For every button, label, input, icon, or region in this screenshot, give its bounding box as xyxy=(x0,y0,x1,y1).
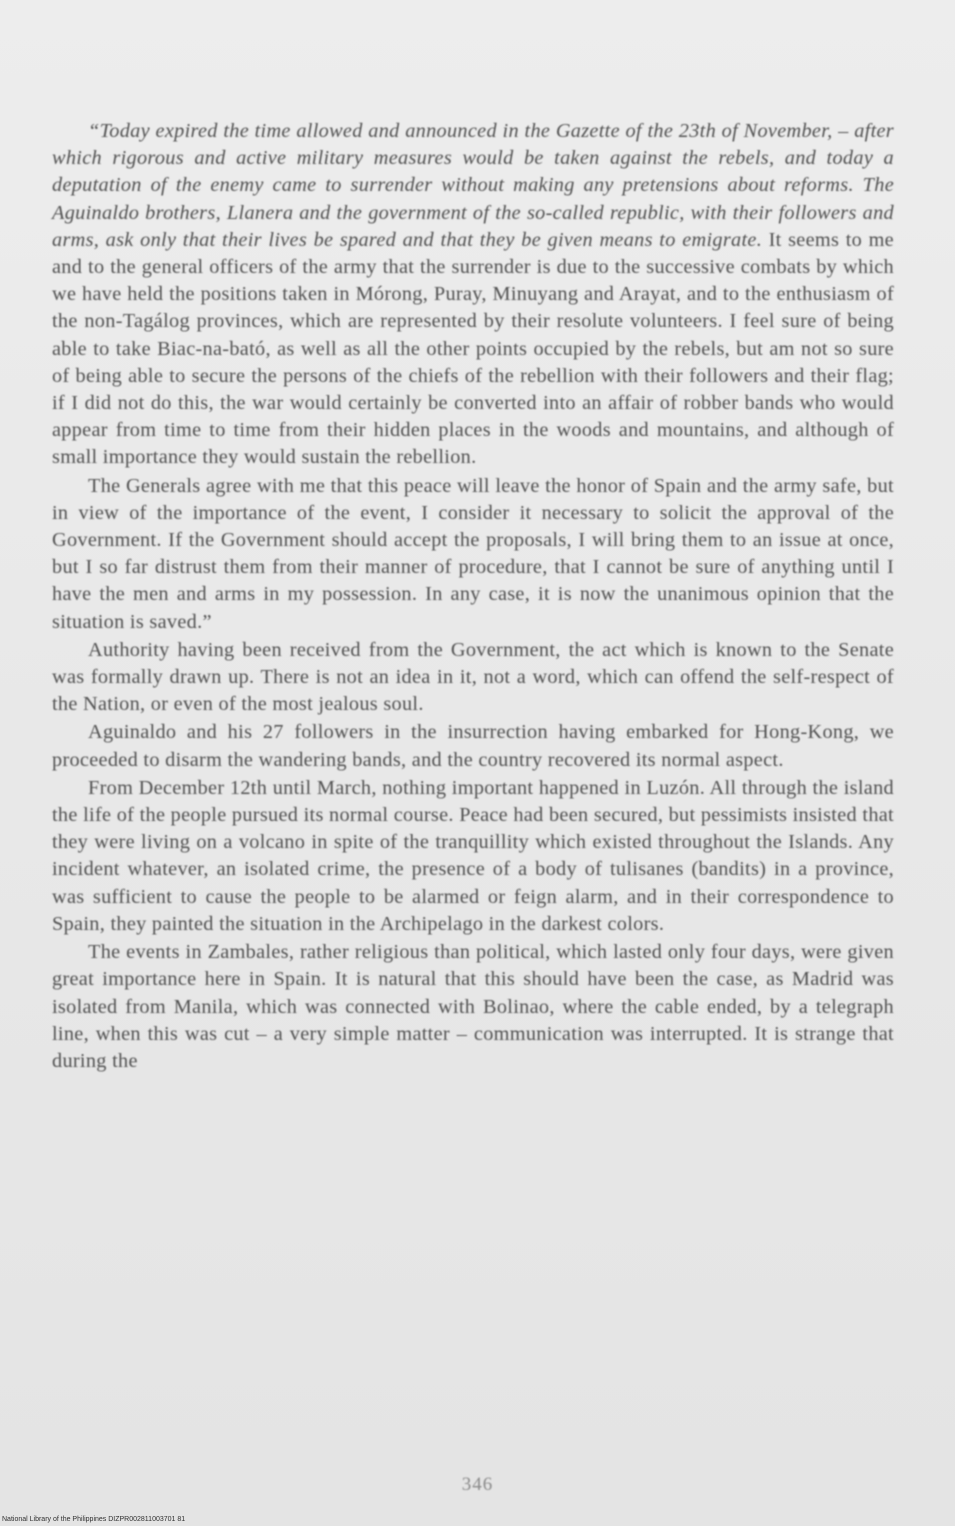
paragraph-6: The events in Zambales, rather religious than political, which lasted only four days, were given great importance here in Spain. It is natural that this should have been the case, as Madrid was isolated from Manila, which was connected with Bolinao, where the cable ended, by a telegraph line, when this was cut – a very simple matter – communication was interrupted. It is strange that during the xyxy=(52,941,894,1072)
quoted-telegram-italic: “Today expired the time allowed and announced in the Gazette of the 23th of November, – after which rigorous and active military measures would be taken against the rebels, and today a deputation of the enemy came to surrender without making any pretensions about reforms. The Aguinaldo brothers, Llanera and the government of the so-called republic, with their followers and arms, ask only that their lives be spared and that they be given means to emigrate. xyxy=(52,120,894,251)
footer-credit: National Library of the Philippines DIZPR002811003701 81 xyxy=(2,1516,186,1523)
paragraph-1-text: It seems to me and to the general officers of the army that the surrender is due to the successive combats by which we have held the positions taken in Mórong, Puray, Minuyang and Arayat, and to the enthusiasm of the non-Tagálog provinces, which are represented by their resolute volunteers. I feel sure of being able to take Biac-na-bató, as well as all the other points occupied by the rebels, but am not so sure of being able to secure the persons of the chiefs of the rebellion with their followers and their flag; if I did not do this, the war would certainly be converted into an affair of robber bands who would appear from time to time from their hidden places in the woods and mountains, and although of small importance they would sustain the rebellion. xyxy=(52,228,894,469)
paragraph-3: Authority having been received from the Government, the act which is known to the Senate was formally drawn up. There is not an idea in it, not a word, which can offend the self-respect of the Nation, or even of the most jealous soul. xyxy=(52,638,894,716)
paragraph-2: The Generals agree with me that this peace will leave the honor of Spain and the army safe, but in view of the importance of the event, I consider it necessary to solicit the approval of the Government. If the Government should accept the proposals, I will bring them to an issue at once, but I so far distrust them from their manner of procedure, that I cannot be sure of anything until I have the men and arms in my possession. In any case, it is now the unanimous opinion that the situation is saved.” xyxy=(52,474,894,633)
page-number: 346 xyxy=(461,1474,494,1495)
paragraph-4: Aguinaldo and his 27 followers in the insurrection having embarked for Hong-Kong, we proceeded to disarm the wandering bands, and the country recovered its normal aspect. xyxy=(52,721,894,771)
body-text xyxy=(52,118,894,1076)
paragraph-1 xyxy=(52,118,894,472)
paragraph-5: From December 12th until March, nothing important happened in Luzón. All through the island the life of the people pursued its normal course. Peace had been secured, but pessimists insisted that they were living on a volcano in spite of the tranquillity which existed throughout the Islands. Any incident whatever, an isolated crime, the presence of a body of tulisanes (bandits) in a province, was sufficient to cause the people to be alarmed or feign alarm, and in their correspondence to Spain, they painted the situation in the Archipelago in the darkest colors. xyxy=(52,776,894,935)
